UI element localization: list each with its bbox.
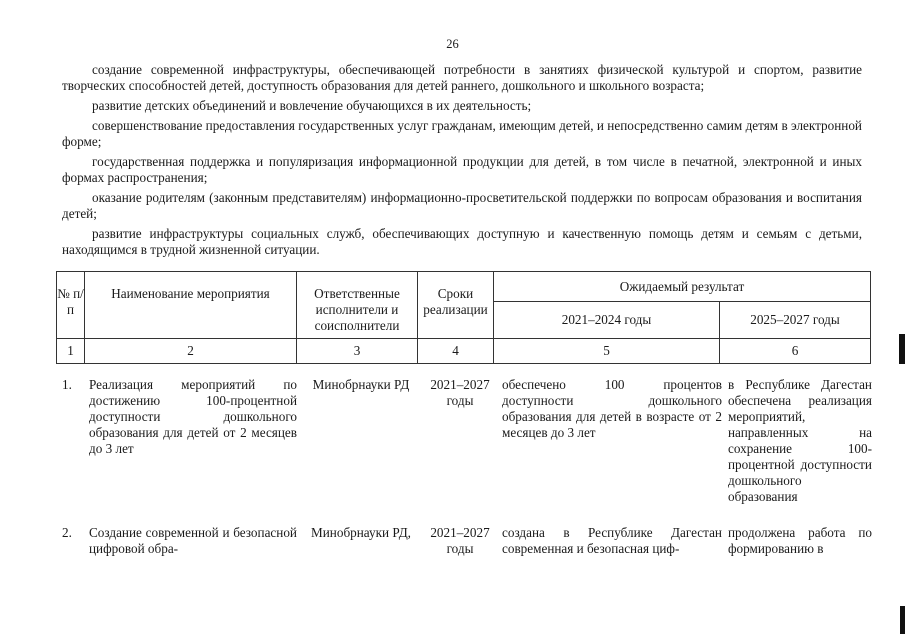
row-result-2025-2027: продолжена работа по формированию в [728,525,872,556]
header-number: № п/п [57,272,85,339]
column-number-1: 1 [57,339,85,364]
page-number: 26 [446,37,459,51]
header-name: Наименование мероприятия [85,272,297,339]
row-terms: 2021–2027 годы [430,377,490,408]
row-result-2021-2024: создана в Республике Дагестан современная и безопасная циф- [502,525,722,556]
measures-table-header [56,271,871,364]
column-number-4: 4 [418,339,494,364]
row-executors: Минобрнауки РД [312,377,410,392]
column-number-3: 3 [297,339,418,364]
paragraph-electronic-services: совершенствование предоставления государственных услуг гражданам, имеющим детей, и непосредственно самим детям в электронной форме; [62,118,862,149]
column-number-6: 6 [720,339,871,364]
paragraph-infrastructure: создание современной инфраструктуры, обеспечивающей потребности в занятиях физической культурой и спортом, развитие творческих способностей детей, доступность образования для детей раннего, дошкольного и школьного возраста; [62,62,862,93]
row-measure-name: Реализация мероприятий по достижению 100-процентной доступности дошкольного образования для детей от 2 месяцев до 3 лет [89,377,297,456]
column-number-2: 2 [85,339,297,364]
paragraph-social-services: развитие инфраструктуры социальных служб, обеспечивающих доступную и качественную помощь детям и семьям с детьми, находящимся в трудной жизненной ситуации. [62,226,862,257]
header-expected-result: Ожидаемый результат [494,272,871,302]
header-executors: Ответственные исполнители и соисполнители [297,272,418,339]
row-number: 2. [62,525,72,540]
header-result-2021-2024: 2021–2024 годы [494,302,720,339]
scan-edge-mark [900,606,905,634]
column-number-5: 5 [494,339,720,364]
header-terms: Сроки реализации [418,272,494,339]
row-result-2021-2024: обеспечено 100 процентов доступности дошкольного образования для детей в возрасте от 2 месяцев до 3 лет [502,377,722,440]
row-number: 1. [62,377,72,392]
paragraph-information-products: государственная поддержка и популяризация информационной продукции для детей, в том числе в печатной, электронной и иных формах распространения; [62,154,862,185]
paragraph-children-associations: развитие детских объединений и вовлечение обучающихся в их деятельность; [92,98,532,113]
paragraph-parents-support: оказание родителям (законным представителям) информационно-просветительской поддержки по вопросам образования и воспитания детей; [62,190,862,221]
row-result-2025-2027: в Республике Дагестан обеспечена реализация мероприятий, направленных на сохранение 100-процентной доступности дошкольного образования [728,377,872,504]
row-executors: Минобрнауки РД, [311,525,411,540]
header-result-2025-2027: 2025–2027 годы [720,302,871,339]
row-measure-name: Создание современной и безопасной цифровой обра- [89,525,297,556]
scan-edge-mark [899,334,905,364]
row-terms: 2021–2027 годы [430,525,490,556]
